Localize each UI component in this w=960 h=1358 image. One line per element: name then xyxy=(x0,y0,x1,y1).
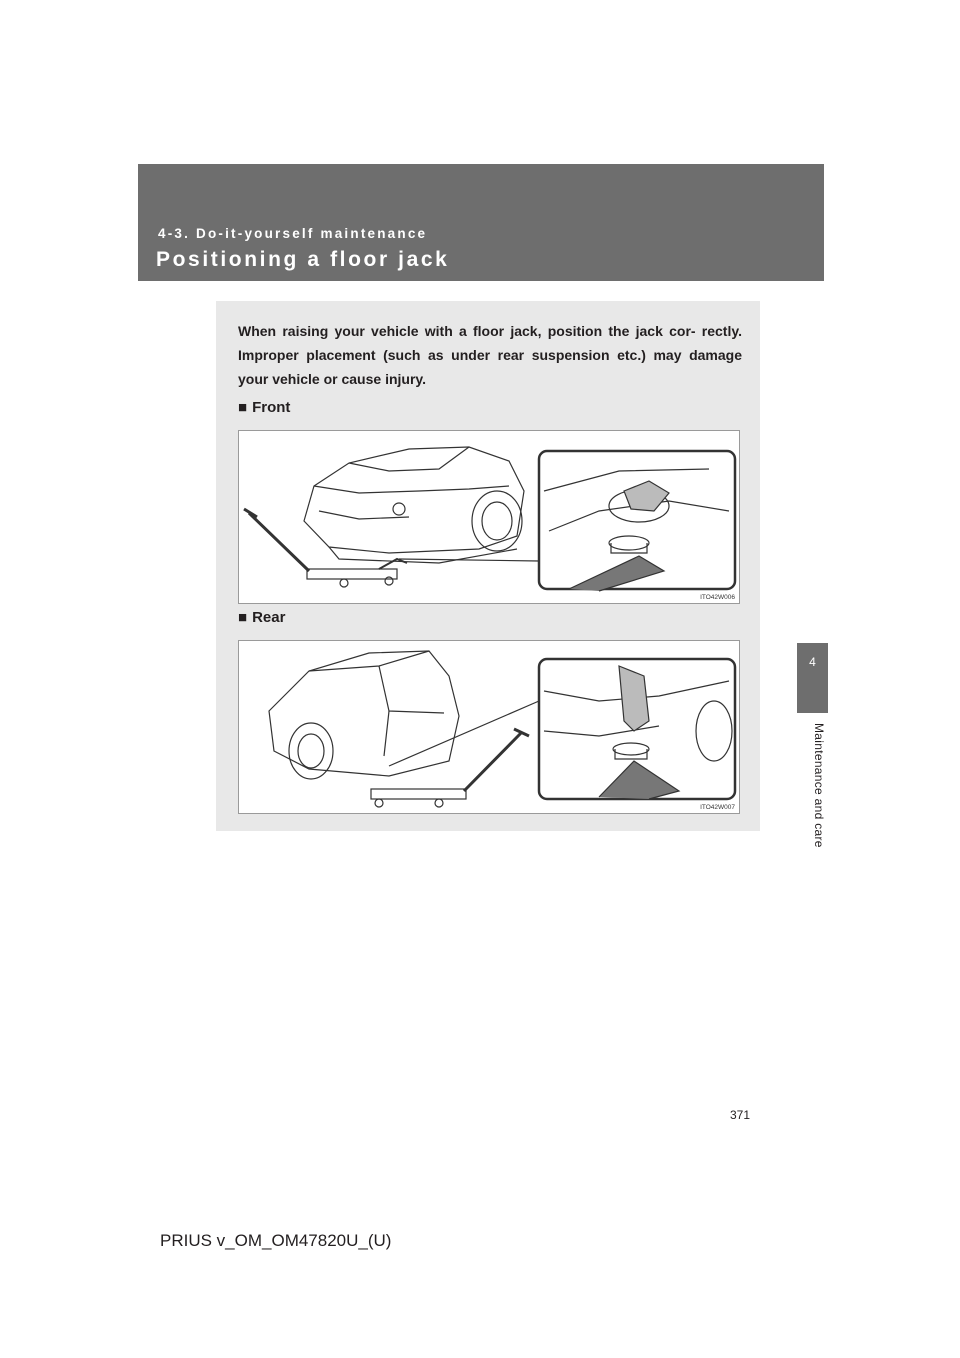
page-number: 371 xyxy=(730,1108,751,1122)
chapter-title-vertical: Maintenance and care xyxy=(812,723,826,848)
content-box xyxy=(216,301,760,831)
rear-heading xyxy=(238,609,285,626)
front-heading xyxy=(238,399,290,416)
rear-heading-label: Rear xyxy=(252,609,286,626)
chapter-header xyxy=(138,164,824,281)
section-label: 4-3. Do-it-yourself maintenance xyxy=(158,226,428,241)
rear-jack-illustration xyxy=(238,640,740,814)
page-title: Positioning a floor jack xyxy=(156,248,450,271)
front-heading-label: Front xyxy=(252,399,291,416)
rear-figure-code: ITO42W007 xyxy=(700,804,735,811)
bullet-mark: ■ xyxy=(238,609,248,626)
front-figure-code: ITO42W006 xyxy=(700,594,735,601)
chapter-tab xyxy=(797,643,828,713)
front-jack-drawing xyxy=(239,431,740,604)
rear-jack-drawing xyxy=(239,641,740,814)
bullet-mark: ■ xyxy=(238,399,248,416)
front-jack-illustration xyxy=(238,430,740,604)
intro-paragraph: When raising your vehicle with a floor jack, position the jack cor- rectly. Improper placement (such as under rear suspension etc.) may damage your vehicle or cause injury. xyxy=(238,323,742,387)
document-id: PRIUS v_OM_OM47820U_(U) xyxy=(160,1231,392,1250)
chapter-number: 4 xyxy=(809,655,816,669)
